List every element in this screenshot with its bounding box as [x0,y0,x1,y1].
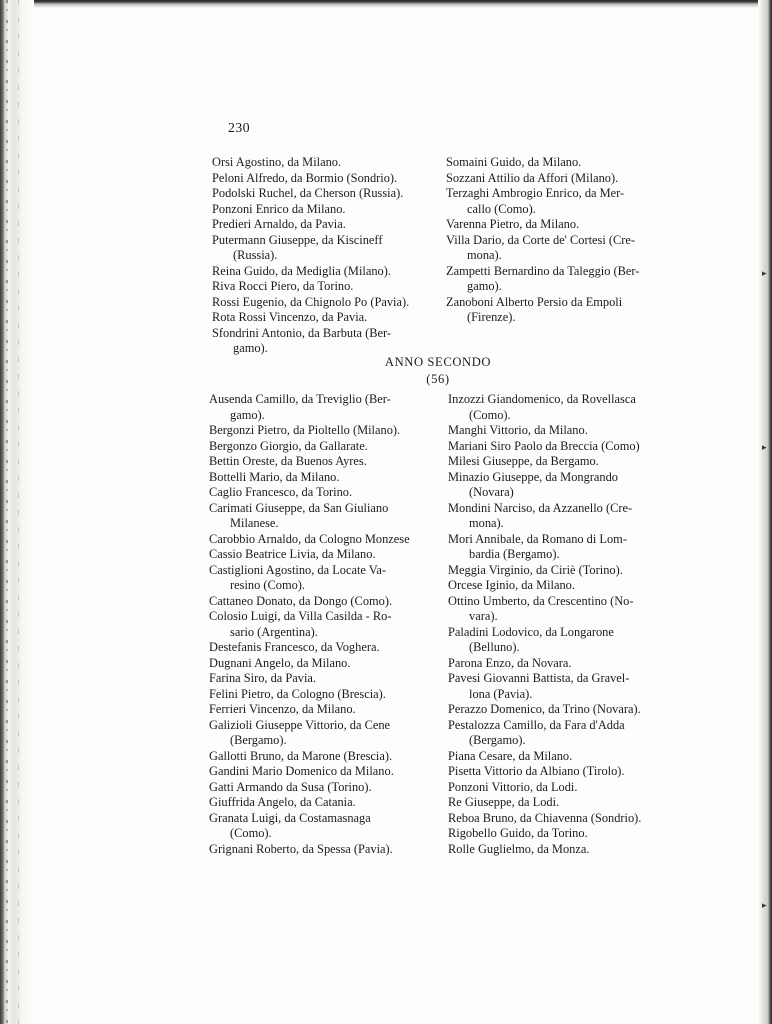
list-item [448,470,660,501]
list-item [209,718,428,749]
entry-continuation: sario (Argentina). [230,624,318,639]
page-top-edge [34,0,772,8]
entry-continuation: bardia (Bergamo). [469,547,560,561]
entry-continuation: lona (Pavia). [469,686,533,701]
list-item [212,326,427,357]
list-item [448,594,660,625]
entry-text: Paladini Lodovico, da Longarone [448,624,614,639]
entry-text: Milesi Giuseppe, da Bergamo. [448,454,599,468]
entry-text: Villa Dario, da Corte de' Cortesi (Cre- [446,232,636,247]
entry-continuation: (Belluno). [469,640,520,654]
list-item [209,470,428,486]
list-item [209,547,428,563]
entry-text: Re Giuseppe, da Lodi. [448,795,560,809]
entry-text: Gandini Mario Domenico da Milano. [209,764,394,778]
list-item [446,295,662,326]
entry-text: Inzozzi Giandomenico, da Rovellasca [448,392,636,406]
list-item [448,423,660,439]
list-item [448,764,660,780]
list-item [212,202,427,218]
entry-text: Manghi Vittorio, da Milano. [448,423,588,437]
list-item [209,702,428,718]
entry-text: Gallotti Bruno, da Marone (Brescia). [209,748,393,763]
list-item [446,155,662,171]
entry-text: Carimati Giuseppe, da San Giuliano [209,500,389,515]
list-item [448,671,660,702]
entry-text: Orsi Agostino, da Milano. [212,155,342,169]
entry-text: Reina Guido, da Mediglia (Milano). [212,263,391,278]
list-item [209,842,428,858]
second-year-left-column [209,392,428,857]
entry-text: Farina Siro, da Pavia. [209,671,317,685]
entry-text: Giuffrida Angelo, da Catania. [209,795,356,809]
entry-text: Rossi Eugenio, da Chignolo Po (Pavia). [212,294,410,309]
entry-text: Sfondrini Antonio, da Barbuta (Ber- [212,325,392,340]
entry-text: Piana Cesare, da Milano. [448,748,573,763]
entry-text: Mori Annibale, da Romano di Lom- [448,531,627,546]
entry-continuation: (Russia). [233,248,278,262]
entry-text: Ponzoni Vittorio, da Lodi. [448,779,578,794]
list-item [446,233,662,264]
list-item [209,795,428,811]
list-item [212,295,427,311]
entry-text: Galizioli Giuseppe Vittorio, da Cene [209,717,391,732]
list-item [209,687,428,703]
entry-text: Ottino Umberto, da Crescentino (No- [448,593,634,608]
entry-text: Bergonzi Pietro, da Pioltello (Milano). [209,423,401,437]
entry-text: Terzaghi Ambrogio Enrico, da Mer- [446,186,625,200]
entry-continuation: Milanese. [230,516,279,530]
book-binding-edge [0,0,34,1024]
list-item [446,264,662,295]
first-year-right-column [446,155,662,326]
list-item [448,532,660,563]
list-item [209,454,428,470]
list-item [212,186,427,202]
list-item [212,279,427,295]
list-item [209,532,428,548]
list-item [448,826,660,842]
entry-text: Sozzani Attilio da Affori (Milano). [446,170,619,185]
section-title: ANNO SECONDO [384,355,492,369]
list-item [212,171,427,187]
entry-text: Colosio Luigi, da Villa Casilda - Ro- [209,609,392,623]
entry-text: Peloni Alfredo, da Bormio (Sondrio). [212,170,398,185]
list-item [209,671,428,687]
list-item [448,578,660,594]
entry-text: Pestalozza Camillo, da Fara d'Adda [448,717,625,732]
entry-continuation: (Bergamo). [230,733,287,747]
entry-text: Cassio Beatrice Livia, da Milano. [209,547,376,561]
section-count: (56) [426,372,450,386]
list-item [209,811,428,842]
entry-text: Rigobello Guido, da Torino. [448,826,588,840]
entry-continuation: gamo). [467,279,502,293]
entry-text: Predieri Arnaldo, da Pavia. [212,217,346,231]
entry-text: Bettin Oreste, da Buenos Ayres. [209,454,367,468]
entry-continuation: (Novara) [469,485,514,499]
entry-text: Perazzo Domenico, da Trino (Novara). [448,702,641,716]
entry-continuation: gamo). [230,407,265,422]
list-item [448,780,660,796]
list-item [209,423,428,439]
entry-text: Ponzoni Enrico da Milano. [212,201,346,216]
page-right-edge [758,0,772,1024]
entry-continuation: (Firenze). [467,310,516,324]
list-item [209,594,428,610]
list-item [209,749,428,765]
entry-text: Putermann Giuseppe, da Kiscineff [212,232,383,247]
page-number: 230 [228,121,250,136]
entry-text: Podolski Ruchel, da Cherson (Russia). [212,186,404,200]
entry-text: Mariani Siro Paolo da Breccia (Como) [448,438,640,453]
entry-text: Gatti Armando da Susa (Torino). [209,779,372,794]
entry-text: Ferrieri Vincenzo, da Milano. [209,702,356,716]
entry-continuation: (Como). [230,826,272,840]
entry-text: Zanoboni Alberto Persio da Empoli [446,294,623,309]
list-item [448,811,660,827]
list-item [209,563,428,594]
list-item [212,233,427,264]
list-item [212,310,427,326]
entry-text: Ausenda Camillo, da Treviglio (Ber- [209,392,391,406]
entry-continuation: mona). [469,516,504,530]
entry-continuation: resino (Como). [230,578,306,592]
entry-text: Riva Rocci Piero, da Torino. [212,279,354,293]
list-item [448,439,660,455]
list-item [448,749,660,765]
entry-text: Bottelli Mario, da Milano. [209,469,340,484]
entry-text: Zampetti Bernardino da Taleggio (Ber- [446,263,640,278]
entry-continuation: gamo). [233,341,268,355]
entry-text: Minazio Giuseppe, da Mongrando [448,469,618,484]
entry-text: Varenna Pietro, da Milano. [446,217,580,231]
list-item [212,264,427,280]
list-item [209,392,428,423]
entry-text: Grignani Roberto, da Spessa (Pavia). [209,841,393,856]
list-item [446,186,662,217]
entry-text: Caglio Francesco, da Torino. [209,485,353,499]
list-item [209,439,428,455]
list-item [209,640,428,656]
entry-text: Felini Pietro, da Cologno (Brescia). [209,686,386,701]
list-item [448,392,660,423]
entry-text: Bergonzo Giorgio, da Gallarate. [209,438,368,453]
entry-text: Meggia Virginio, da Ciriè (Torino). [448,562,623,577]
entry-text: Dugnani Angelo, da Milano. [209,655,351,670]
list-item [448,795,660,811]
entry-continuation: callo (Como). [467,201,536,216]
list-item [448,454,660,470]
list-item [209,485,428,501]
list-item [209,501,428,532]
list-item [446,217,662,233]
edge-mark-icon: ▸ [762,442,767,452]
entry-text: Reboa Bruno, da Chiavenna (Sondrio). [448,810,642,825]
edge-mark-icon: ▸ [762,900,767,910]
entry-text: Castiglioni Agostino, da Locate Va- [209,562,387,577]
entry-text: Granata Luigi, da Costamasnaga [209,810,371,825]
entry-continuation: (Como). [469,407,511,422]
entry-text: Pavesi Giovanni Battista, da Gravel- [448,671,630,685]
list-item [212,217,427,233]
list-item [448,842,660,858]
entry-continuation: vara). [469,609,498,623]
second-year-right-column [448,392,660,857]
list-item [209,609,428,640]
entry-continuation: (Bergamo). [469,733,526,747]
entry-continuation: mona). [467,248,502,262]
entry-text: Rolle Guglielmo, da Monza. [448,841,590,856]
entry-text: Orcese Iginio, da Milano. [448,578,575,592]
list-item [212,155,427,171]
first-year-left-column [212,155,427,357]
list-item [209,764,428,780]
list-item [448,625,660,656]
entry-text: Mondini Narciso, da Azzanello (Cre- [448,500,633,515]
edge-mark-icon: ▸ [762,268,767,278]
list-item [448,718,660,749]
entry-text: Rota Rossi Vincenzo, da Pavia. [212,310,368,324]
entry-text: Destefanis Francesco, da Voghera. [209,640,380,654]
list-item [448,563,660,579]
entry-text: Pisetta Vittorio da Albiano (Tirolo). [448,764,625,778]
list-item [448,501,660,532]
list-item [446,171,662,187]
list-item [209,780,428,796]
list-item [209,656,428,672]
list-item [448,702,660,718]
entry-text: Parona Enzo, da Novara. [448,655,572,670]
list-item [448,656,660,672]
entry-text: Somaini Guido, da Milano. [446,155,582,169]
entry-text: Cattaneo Donato, da Dongo (Como). [209,593,393,608]
entry-text: Carobbio Arnaldo, da Cologno Monzese [209,531,410,546]
